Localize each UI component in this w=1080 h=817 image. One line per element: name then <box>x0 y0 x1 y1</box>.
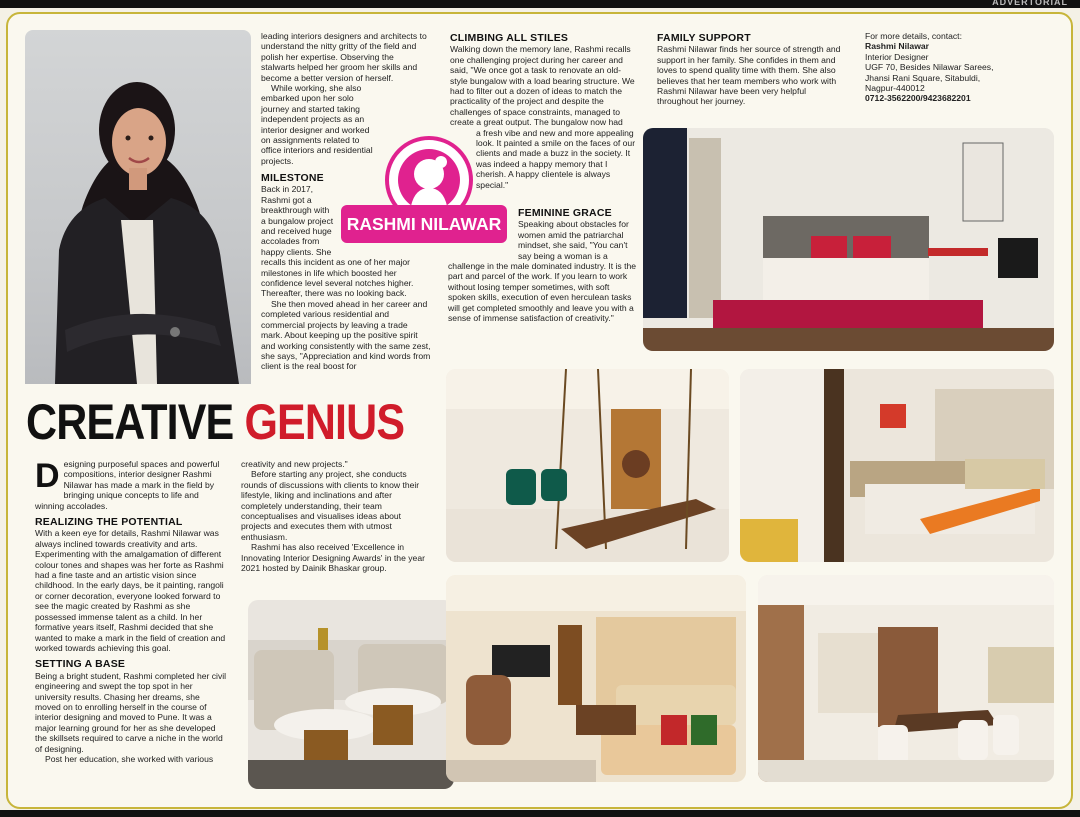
setting-heading: SETTING A BASE <box>35 658 126 671</box>
milestone-p1b: recalls this incident as one of her major milestones in life which boosted her confidence level several notches higher. Thereafter, there was no looking back. <box>261 257 414 299</box>
col2b-p2: Before starting any project, she conducts rounds of discussions with clients to know their lifestyle, liking and inclinations and after completely understanding, their team conceptualises and visualises ideas about projects and executes them with utmost enthusiasm. <box>241 469 420 542</box>
living-room-swing-illustration <box>446 369 729 562</box>
living-room-swing-photo <box>446 369 729 562</box>
contact-block <box>865 31 1045 104</box>
masthead-bar <box>0 0 1080 8</box>
family-p1: Rashmi Nilawar finds her source of strength and support in her family. She confides in them and loves to spend quality time with them. She also believes that her team members who work with Rashmi Nilawar have been very helpful throughout her journey. <box>657 44 841 107</box>
col2-paragraph-2: While working, she also embarked upon her solo journey and started taking independent projects as an interior designer and worked on assignments related to office interiors and residential projects. <box>261 83 373 166</box>
logo-name-banner: RASHMI NILAWAR <box>341 205 507 243</box>
title-word-creative: CREATIVE <box>26 394 234 450</box>
climbing-section <box>450 31 638 190</box>
contact-label: For more details, contact: <box>865 31 962 41</box>
feminine-p1b: challenge in the male dominated industry. It is the part and parcel of the work. If you learn to work without losing temper sometimes, with soft spoken skills, execution of even herculean tasks will get completed smoothly and leave you with a sense of immense satisfaction of creativity." <box>448 261 637 324</box>
coffee-table-photo <box>248 600 454 789</box>
dining-room-illustration <box>758 575 1054 782</box>
family-heading: FAMILY SUPPORT <box>657 32 751 44</box>
contact-address-2: Jhansi Rani Square, Sitabuldi, <box>865 72 981 83</box>
bedroom-photo-2 <box>740 369 1054 562</box>
bedroom-illustration <box>643 128 1054 351</box>
milestone-heading: MILESTONE <box>261 172 324 184</box>
col2-paragraph-1: leading interiors designers and architects to understand the nitty gritty of the field and polish her expertise. Observing the stalwarts helped her groom her skills and become a better version of herself. <box>261 31 427 83</box>
intro-text: esigning purposeful spaces and powerful compositions, interior designer Rashmi Nilawar has made a mark in the field by bringing unique concepts to life and winning accolades. <box>35 459 220 511</box>
tv-living-room-illustration <box>446 575 746 782</box>
contact-address-3: Nagpur-440012 <box>865 83 925 94</box>
title-word-genius: GENIUS <box>244 394 405 450</box>
col2b-p3: Rashmi has also received 'Excellence in Innovating Interior Designing Awards' in the year 2021 hosted by Dainik Bhaskar group. <box>241 542 425 574</box>
setting-p1: Being a bright student, Rashmi completed her civil engineering and swept the top spot in her university results. Chasing her dreams, she moved on to enrolling herself in the course of interior designing and moved to Pune. It was a major learning ground for her as she developed the skillsets required to carve a niche in the world of designing. <box>35 670 227 754</box>
milestone-p2: She then moved ahead in her career and completed various residential and commercial projects by leaving a trade mark. About keeping up the positive spirit and working consistently with the same zest, she says, "Appreciation and kind words from client is the real boost for <box>261 298 431 372</box>
column2-bottom <box>241 459 431 573</box>
realizing-heading: REALIZING THE POTENTIAL <box>35 516 183 529</box>
climbing-p1b: a fresh vibe and new and more appealing look. It painted a smile on the faces of our clients and made a buzz in the society. It was indeed a happy memory that I cherish. A happy clientele is always special." <box>476 127 636 190</box>
realizing-p1: With a keen eye for details, Rashmi Nilawar was always inclined towards creativity and arts. Experimenting with the amalgamation of different colour tones and shapes was her forte as Rashmi had a fine taste and an artistic vision since childhood. In the early days, be it painting, rangoli or corner decoration, everyone looked forward to see the magic created by Rashmi as she possessed immense talent as a child. In her formative years itself, Rashmi decided that she wanted to make a mark in the field of creation and worked towards achieving this goal. <box>35 528 226 653</box>
contact-phone: 0712-3562200/9423682201 <box>865 93 971 104</box>
column1-bottom <box>35 459 227 764</box>
contact-name: Rashmi Nilawar <box>865 41 929 52</box>
tv-living-room-photo <box>446 575 746 782</box>
family-section <box>657 31 845 107</box>
climbing-heading: CLIMBING ALL STILES <box>450 32 569 44</box>
portrait-illustration <box>25 30 251 384</box>
setting-p2: Post her education, she worked with various <box>45 753 214 764</box>
masthead-label: ADVERTORIAL <box>992 0 1068 7</box>
contact-address-1: UGF 70, Besides Nilawar Sarees, <box>865 62 994 73</box>
bedroom-orange-illustration <box>740 369 1054 562</box>
feminine-p1a: Speaking about obstacles for women amid the patriarchal mindset, she said, "You can't say being a woman is a <box>518 219 629 261</box>
dropcap-letter: D <box>35 457 60 495</box>
portrait-photo <box>25 30 251 384</box>
feminine-section <box>440 206 638 323</box>
milestone-p1a: Back in 2017, Rashmi got a breakthrough with a bungalow project and received huge accolades from happy clients. She <box>261 184 334 257</box>
intro-paragraph <box>35 459 227 511</box>
dining-room-photo <box>758 575 1054 782</box>
feminine-heading: FEMININE GRACE <box>518 207 612 219</box>
bottom-bar <box>0 810 1080 817</box>
contact-role: Interior Designer <box>865 51 929 62</box>
climbing-p1a: Walking down the memory lane, Rashmi recalls one challenging project during her career and said, "We once got a task to renovate an old-style bungalow with a load bearing structure. We had to filter out a dozen of ideas to match the practicality of the project and despite the challenges of space constraints, managed to create a great output. The bungalow now had <box>450 44 635 128</box>
bedroom-photo-1 <box>643 128 1054 351</box>
article-title <box>26 393 404 451</box>
coffee-table-illustration <box>248 600 454 789</box>
col2b-p1: creativity and new projects." <box>241 459 348 469</box>
